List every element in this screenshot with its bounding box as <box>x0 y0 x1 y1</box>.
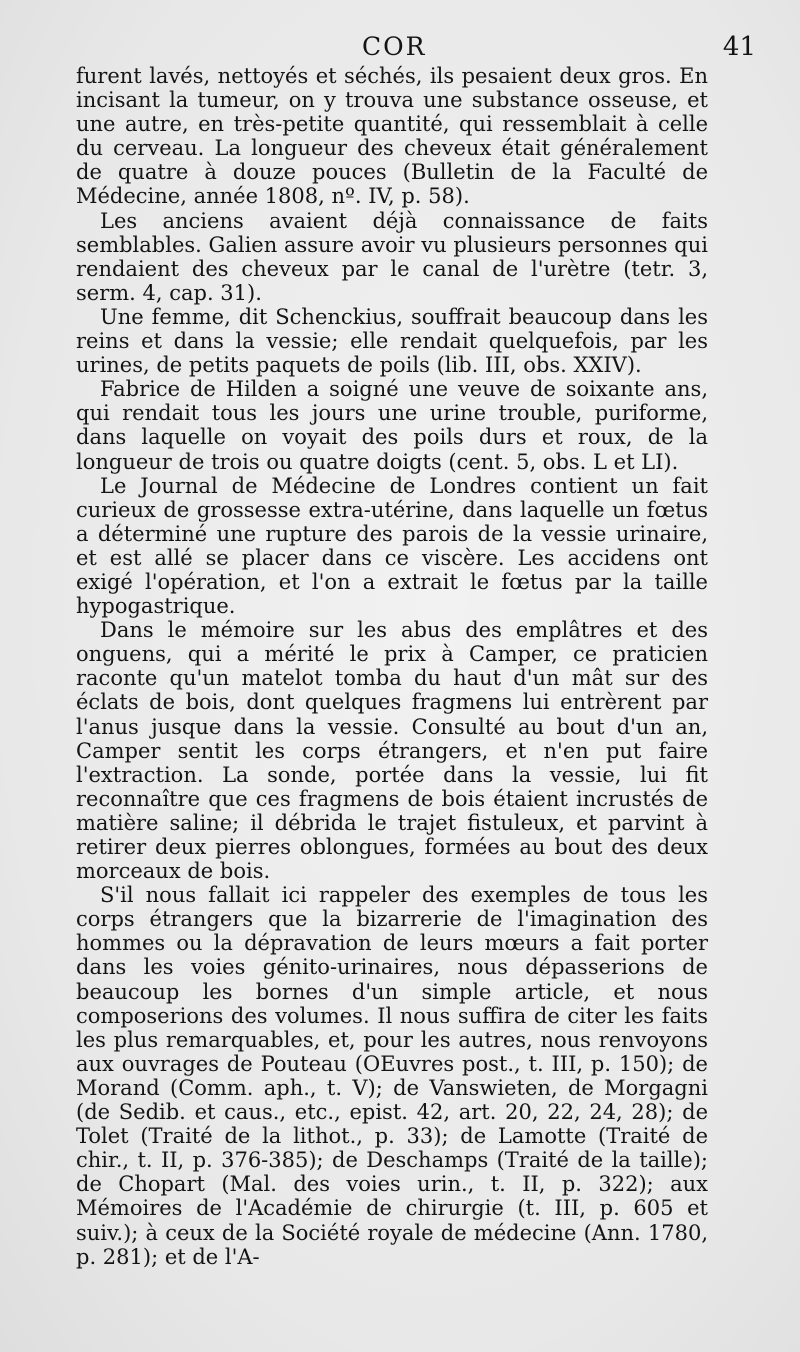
paragraph-camper: Dans le mémoire sur les abus des emplâtres et des onguens, qui a mérité le prix à Camper, ce praticien raconte qu'un matelot tomba du haut d'un mât sur des éclats de bois, dont quelques fragmens lui entrèrent par l'anus jusque dans la vessie. Consulté au bout d'un an, Camper sentit les corps étrangers, et n'en put faire l'extraction. La sonde, portée dans la vessie, lui fit reconnaître que ces fragmens de bois étaient incrustés de matière saline; il débrida le trajet fistuleux, et parvint à retirer deux pierres oblongues, formées au bout des deux morceaux de bois. <box>76 618 708 884</box>
running-title: COR <box>362 32 427 61</box>
running-head <box>0 28 800 68</box>
page-number: 41 <box>722 32 756 62</box>
paragraph-journal-londres: Le Journal de Médecine de Londres contient un fait curieux de grossesse extra-utérine, dans laquelle un fœtus a déterminé une rupture des parois de la vessie urinaire, et est allé se placer dans ce viscère. Les accidens ont exigé l'opération, et l'on a extrait le fœtus par la taille hypogastrique. <box>76 473 708 619</box>
paragraph-galien: Les anciens avaient déjà connaissance de faits semblables. Galien assure avoir vu plusieurs personnes qui rendaient des cheveux par le canal de l'urètre (tetr. 3, serm. 4, cap. 31). <box>76 208 708 305</box>
text-body <box>76 64 708 1269</box>
paragraph-fabrice-de-hilden: Fabrice de Hilden a soigné une veuve de soixante ans, qui rendait tous les jours une urine trouble, puriforme, dans laquelle on voyait des poils durs et roux, de la longueur de trois ou quatre doigts (cent. 5, obs. L et LI). <box>76 377 708 474</box>
paragraph-continued: furent lavés, nettoyés et séchés, ils pesaient deux gros. En incisant la tumeur, on y trouva une substance osseuse, et une autre, en très-petite quantité, qui ressemblait à celle du cerveau. La longueur des cheveux était généralement de quatre à douze pouces (Bulletin de la Faculté de Médecine, année 1808, nº. IV, p. 58). <box>76 64 708 209</box>
paragraph-corps-etrangers: S'il nous fallait ici rappeler des exemples de tous les corps étrangers que la bizarrerie de l'imagination des hommes ou la dépravation de leurs mœurs a fait porter dans les voies génito-urinaires, nous dépasserions de beaucoup les bornes d'un simple article, et nous composerions des volumes. Il nous suffira de citer les faits les plus remarquables, et, pour les autres, nous renvoyons aux ouvrages de Pouteau (OEuvres post., t. III, p. 150); de Morand (Comm. aph., t. V); de Vanswieten, de Morgagni (de Sedib. et caus., etc., epist. 42, art. 20, 22, 24, 28); de Tolet (Traité de la lithot., p. 33); de Lamotte (Traité de chir., t. II, p. 376-385); de Deschamps (Traité de la taille); de Chopart (Mal. des voies urin., t. II, p. 322); aux Mémoires de l'Académie de chirurgie (t. III, p. 605 et suiv.); à ceux de la Société royale de médecine (Ann. 1780, p. 281); et de l'A- <box>76 883 708 1269</box>
paragraph-schenckius: Une femme, dit Schenckius, souffrait beaucoup dans les reins et dans la vessie; elle rendait quelquefois, par les urines, de petits paquets de poils (lib. III, obs. XXIV). <box>76 304 708 378</box>
